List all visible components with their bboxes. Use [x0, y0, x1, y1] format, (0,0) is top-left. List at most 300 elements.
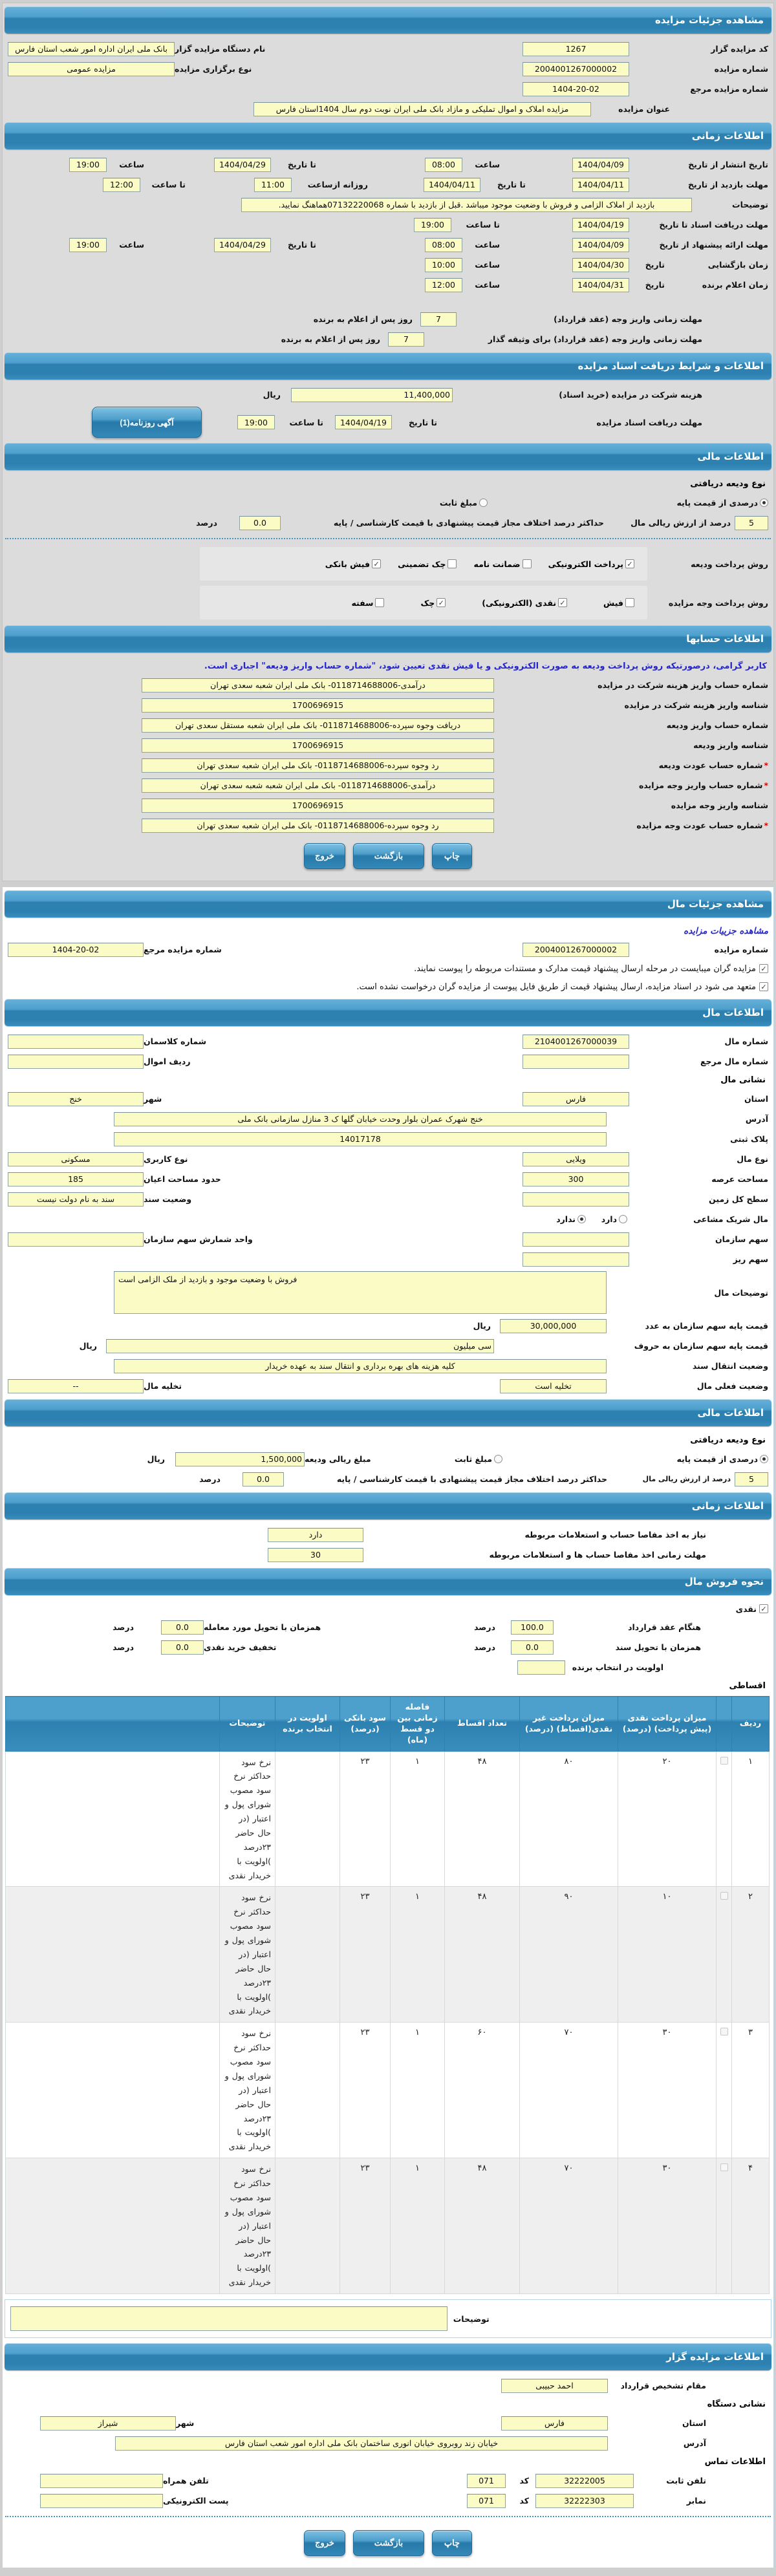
cell-select: [717, 1751, 732, 1887]
account-row: [3, 735, 773, 755]
auction-type-field[interactable]: مزایده عمومی: [8, 62, 175, 76]
account-row: [3, 755, 773, 775]
section-header-accounts-info: [5, 625, 771, 652]
option-slip: [603, 598, 634, 608]
docs-deadline-date-field[interactable]: 1404/04/19: [572, 218, 629, 232]
asset-province-row: [3, 1089, 773, 1109]
cell-cash: ۲۰: [618, 1751, 717, 1887]
offer-to-date-field[interactable]: 1404/04/29: [214, 238, 271, 252]
total-land-field[interactable]: [523, 1192, 629, 1207]
auction-ref-field[interactable]: 1404-20-02: [8, 943, 144, 957]
area-code-label: کد: [519, 2496, 529, 2506]
area-code-label: کد: [519, 2476, 529, 2485]
auction-details-link-row: [3, 923, 773, 939]
percent-of-value-label: درصد از ارزش ریالی مال: [642, 1475, 731, 1483]
cash-electronic-checkbox[interactable]: [558, 598, 567, 607]
cell-interest: ۲۳: [340, 1887, 391, 2023]
asset-auction-number-row: [3, 939, 773, 960]
hour-label: ساعت: [475, 260, 500, 270]
payment-deadline-field[interactable]: 7: [420, 312, 457, 327]
option-label: ضمانت نامه: [473, 559, 521, 569]
percent-label: درصد: [196, 518, 217, 528]
account-row: [3, 775, 773, 795]
account-field[interactable]: درآمدی-0118714688006- بانک ملی ایران شعبه سعدی تهران: [142, 678, 494, 692]
to-date-label: تا تاریخ: [287, 240, 316, 250]
province-label: استان: [682, 2418, 706, 2428]
account-field[interactable]: 1700696915: [142, 799, 494, 813]
classification-field[interactable]: [8, 1035, 144, 1049]
sub-share-field[interactable]: [523, 1252, 629, 1267]
deed-transfer-label: وضعیت انتقال سند: [692, 1361, 768, 1371]
bank-slip-checkbox[interactable]: [372, 559, 381, 568]
cell-cash: ۱۰: [618, 1887, 717, 2023]
percent-of-base-radio[interactable]: [760, 1455, 768, 1463]
percent-of-base-radio[interactable]: [760, 499, 768, 507]
panel2-actions: [3, 2522, 773, 2560]
email-field[interactable]: [40, 2494, 163, 2508]
col-cash-percent: میزان پرداخت نقدی (پیش پرداخت) (درصد): [618, 1697, 717, 1752]
section-title: اطلاعات زمانی: [691, 1500, 764, 1512]
at-contract-label: هنگام عقد قرارداد: [628, 1622, 701, 1632]
visit-from-label: مهلت بازدید از تاریخ: [687, 180, 768, 189]
notes-field[interactable]: [10, 2306, 447, 2331]
cell-interval: ۱: [391, 1887, 445, 2023]
account-field[interactable]: درآمدی-0118714688006- بانک ملی ایران شعبه شعبه سعدی تهران: [142, 778, 494, 793]
org-share-row: [3, 1229, 773, 1249]
cell-interest: ۲۳: [340, 2023, 391, 2158]
notes-label: توضیحات: [453, 2313, 490, 2324]
guarantor-payment-deadline-field[interactable]: 7: [388, 332, 424, 347]
clearance-deadline-field[interactable]: 30: [268, 1548, 363, 1562]
deposit-amount-label: مبلغ ریالی ودیعه: [305, 1454, 371, 1464]
org-share-field[interactable]: [523, 1232, 629, 1247]
option-label: سفته: [351, 597, 374, 608]
docs-deadline-time-field[interactable]: 19:00: [414, 218, 451, 232]
account-label: شماره حساب واریز هزینه شرکت در مزایده: [598, 680, 768, 690]
publish-to-date-field[interactable]: 1404/04/29: [214, 158, 271, 172]
cash-discount-field[interactable]: 0.0: [161, 1640, 204, 1655]
max-diff-field[interactable]: 0.0: [239, 516, 281, 530]
deposit-payment-method-group: [200, 547, 647, 581]
auction-title-row: [3, 99, 675, 119]
asset-number-field[interactable]: 2104001267000039: [523, 1035, 629, 1049]
asset-row-field[interactable]: [8, 1055, 144, 1069]
contract-officer-field[interactable]: احمد حبیبی: [501, 2379, 608, 2393]
to-date-label: تا تاریخ: [497, 180, 526, 189]
percent-of-value-label: درصد از ارزش ریالی مال: [630, 518, 731, 528]
land-area-row: [3, 1169, 773, 1189]
auction-ref-row: [3, 79, 773, 99]
building-area-label: حدود مساحت اعیان: [144, 1174, 221, 1184]
to-date-label: تا تاریخ: [287, 160, 316, 169]
cash-sale-checkbox[interactable]: [759, 1604, 768, 1613]
current-status-label: وضعیت فعلی مال: [696, 1381, 768, 1391]
clearance-deadline-label: مهلت زمانی اخذ مفاصا حساب ها و استعلامات مربوطه: [489, 1550, 706, 1560]
option-certified-check: [398, 559, 457, 569]
newspaper-ad-button[interactable]: آگهی روزنامه(1): [92, 407, 202, 438]
phone-row: [3, 2471, 711, 2491]
at-deed-delivery-field[interactable]: 0.0: [511, 1640, 554, 1655]
max-diff-label: حداکثر درصد اختلاف مجاز قیمت پیشنهادی با قیمت کارشناسی / پایه: [333, 518, 604, 528]
org-province-field[interactable]: فارس: [501, 2416, 608, 2431]
fixed-amount-label: مبلغ ثابت: [454, 1454, 492, 1464]
cell-interest: ۲۳: [340, 2158, 391, 2294]
current-status-field[interactable]: تخلیه است: [500, 1379, 607, 1393]
cell-select: [717, 2023, 732, 2158]
guarantor-payment-deadline-label: مهلت زمانی واریز وجه (عقد قرارداد) برای وثیقه گذار: [488, 334, 702, 344]
base-price-words-row: [3, 1336, 773, 1356]
winner-priority-field[interactable]: [517, 1660, 565, 1675]
fax-field[interactable]: 32222303: [535, 2494, 634, 2508]
deposit-percent-field[interactable]: 5: [735, 516, 768, 530]
auction-number-field[interactable]: 2004001267000002: [523, 62, 629, 76]
address-field[interactable]: خنج شهرک عمران بلوار وحدت خیابان گلها ک 3 منازل سازمانی بانک ملی: [114, 1112, 607, 1126]
percent-label: درصد: [199, 1474, 221, 1484]
section-title: اطلاعات حسابها: [686, 633, 764, 645]
asset-number-row: [3, 1031, 773, 1051]
option-electronic-payment: [548, 559, 634, 569]
asset-details-panel: [2, 886, 774, 2568]
section-title: مشاهده جزئیات مال: [667, 898, 764, 910]
deposit-percent-field[interactable]: 5: [735, 1472, 768, 1487]
cell-count: ۴۸: [445, 1751, 520, 1887]
org-address-row: [3, 2433, 711, 2453]
no-partner-radio[interactable]: [577, 1215, 586, 1223]
cell-installment: ۷۰: [520, 2158, 618, 2294]
email-label: پست الکترونیکی: [163, 2496, 229, 2506]
asset-type-row: [3, 1149, 773, 1169]
visit-period-row: [3, 175, 773, 195]
deed-transfer-field[interactable]: کلیه هزینه های بهره برداری و انتقال سند به عهده خریدار: [114, 1359, 607, 1373]
auction-number-field[interactable]: 2004001267000002: [523, 943, 629, 957]
publish-from-time-field[interactable]: 08:00: [425, 158, 462, 172]
winner-announce-time-field[interactable]: 12:00: [425, 278, 462, 292]
fixed-amount-radio[interactable]: [479, 499, 488, 507]
address-label: آدرس: [683, 2438, 706, 2448]
classification-label: شماره کلاسمان: [144, 1036, 207, 1046]
deposit-type-options-row: [3, 493, 773, 513]
share-unit-label: واحد شمارش سهم سازمان: [144, 1234, 253, 1244]
no-file-request-text: متعهد می شود در اسناد مزایده، ارسال پیشنهاد قیمت از طریق فایل پیوست از مزایده گران درخواست نشده است.: [356, 982, 756, 992]
winner-priority-label: اولویت در انتخاب برنده: [572, 1662, 663, 1672]
hour-label: ساعت: [475, 240, 500, 250]
clearance-needed-row: [3, 1525, 711, 1545]
asset-notes-field[interactable]: فروش با وضعیت موجود و بازدید از ملک الزامی است: [114, 1271, 607, 1314]
option-label: چک: [420, 597, 435, 608]
installment-row: [6, 2158, 770, 2294]
percent-label: درصد: [113, 1642, 134, 1652]
col-installment-count: تعداد اقساط: [445, 1697, 520, 1752]
asset-address-subheading: نشانی مال: [720, 1075, 766, 1085]
cell-select: [717, 2158, 732, 2294]
auction-details-panel: [2, 3, 774, 881]
deed-status-label: وضعیت سند: [144, 1194, 192, 1204]
guarantee-letter-checkbox[interactable]: [523, 559, 532, 568]
offer-from-time-field[interactable]: 08:00: [425, 238, 462, 252]
mobile-label: تلفن همراه: [163, 2476, 209, 2485]
section-header-asset-financial: [5, 1399, 771, 1426]
cell-interval: ۱: [391, 1751, 445, 1887]
province-label: استان: [744, 1094, 768, 1104]
deposit-amount-field[interactable]: 1,500,000: [175, 1452, 305, 1466]
hour-label: ساعت: [475, 280, 500, 290]
no-file-request-checkbox[interactable]: [759, 982, 768, 991]
cell-installment: ۹۰: [520, 1887, 618, 2023]
cell-idx: ۴: [732, 2158, 770, 2294]
auction-payment-method-group: [200, 586, 647, 619]
visit-from-date-field[interactable]: 1404/04/11: [572, 178, 629, 192]
province-field[interactable]: فارس: [523, 1092, 629, 1106]
org-share-label: سهم سازمان: [715, 1234, 768, 1244]
clearance-needed-field[interactable]: دارد: [268, 1528, 363, 1542]
visit-to-date-field[interactable]: 1404/04/11: [424, 178, 480, 192]
auction-ref-label: شماره مزایده مرجع: [144, 945, 222, 954]
deed-status-field[interactable]: سند به نام دولت نیست: [8, 1192, 144, 1207]
row-select-checkbox[interactable]: [720, 2163, 728, 2171]
fax-code-field[interactable]: 071: [467, 2494, 506, 2508]
org-city-field[interactable]: شیراز: [40, 2416, 176, 2431]
registration-plate-field[interactable]: 14017178: [114, 1132, 607, 1146]
to-hour-label: تا ساعت: [289, 417, 323, 427]
section-title: اطلاعات زمانی: [691, 130, 764, 142]
col-filler: [6, 1697, 220, 1752]
mobile-field[interactable]: [40, 2474, 163, 2488]
vacancy-field[interactable]: --: [8, 1379, 144, 1393]
attachment-required-checkbox[interactable]: [759, 964, 768, 973]
area-code-field[interactable]: 071: [467, 2474, 506, 2488]
participation-cost-row: [3, 385, 707, 405]
max-diff-field[interactable]: 0.0: [242, 1472, 284, 1487]
docs-receive-deadline-date-field[interactable]: 1404/04/19: [335, 415, 392, 429]
deposit-type-label: نوع ودیعه دریافتی: [690, 479, 766, 489]
opening-date-field[interactable]: 1404/04/30: [572, 258, 629, 272]
address-label: آدرس: [745, 1114, 768, 1124]
account-field[interactable]: رد وجوه سپرده-0118714688006- بانک ملی ایران شعبه سعدی تهران: [142, 819, 494, 833]
asset-type-field[interactable]: ویلایی: [523, 1152, 629, 1166]
auction-payment-method-row: [3, 583, 773, 622]
percent-label: درصد: [474, 1642, 495, 1652]
city-label: شهر: [176, 2418, 195, 2428]
panel1-actions: [3, 835, 773, 873]
offer-from-label: مهلت ارائه پیشنهاد از تاریخ: [659, 240, 768, 250]
col-interest: سود بانکی (درصد): [340, 1697, 391, 1752]
share-unit-field[interactable]: [8, 1232, 144, 1247]
percent-label: درصد: [113, 1622, 134, 1632]
percent-of-base-label: درصدی از قیمت پایه: [676, 498, 758, 508]
account-row: [3, 815, 773, 835]
section-title: اطلاعات و شرایط دریافت اسناد مزایده: [577, 360, 764, 372]
asset-ref-field[interactable]: [523, 1055, 629, 1069]
deposit-type-label: نوع ودیعه دریافتی: [690, 1435, 766, 1445]
base-price-number-row: [3, 1316, 773, 1336]
view-auction-details-link[interactable]: مشاهده جزییات مزایده: [684, 926, 768, 936]
account-label: شماره حساب واریز ودیعه: [666, 720, 768, 730]
at-delivery-label: همزمان با تحویل مورد معامله: [204, 1622, 321, 1632]
payment-deadline-label: مهلت زمانی واریز وجه (عقد قرارداد): [554, 314, 702, 324]
cell-cash: ۳۰: [618, 2158, 717, 2294]
time-notes-field[interactable]: بازدید از املاک الزامی و فروش با وضعیت موجود میباشد .قبل از بازدید با شماره 07132220068هماهنگ نمایید.: [241, 198, 692, 212]
current-status-row: [3, 1376, 773, 1396]
contract-officer-row: [3, 2376, 711, 2396]
visit-to-time-field[interactable]: 12:00: [103, 178, 140, 192]
usage-type-label: نوع کاربری: [144, 1154, 188, 1164]
account-row: [3, 795, 773, 815]
print-button[interactable]: چاپ: [432, 2530, 472, 2556]
visit-from-time-field[interactable]: 11:00: [254, 178, 292, 192]
account-field[interactable]: رد وجوه سپرده-0118714688006- بانک ملی ایران شعبه سعدی تهران: [142, 758, 494, 773]
contract-officer-label: مقام تشخیص قرارداد: [620, 2381, 706, 2390]
at-contract-field[interactable]: 100.0: [511, 1620, 554, 1635]
cell-select: [717, 1887, 732, 2023]
payment-deadline-row: [3, 309, 707, 329]
base-price-number-field[interactable]: 30,000,000: [500, 1319, 607, 1333]
offer-to-time-field[interactable]: 19:00: [69, 238, 107, 252]
account-field[interactable]: دریافت وجوه سپرده-0118714688006- بانک ملی ایران شعبه مستقل سعدی تهران: [142, 718, 494, 733]
attachment-required-row: [3, 960, 773, 978]
asset-type-label: نوع مال: [737, 1154, 768, 1164]
asset-row-label: ردیف اموال: [144, 1057, 191, 1066]
option-label: فیش: [603, 597, 623, 608]
exit-button[interactable]: خروج: [304, 2530, 345, 2556]
city-label: شهر: [144, 1094, 162, 1104]
cell-notes: نرخ سود حداکثر نرخ سود مصوب شورای پول و اعتبار (در حال حاضر ۲۳درصد )اولویت با خریدار نقدی: [220, 1751, 275, 1887]
offer-from-date-field[interactable]: 1404/04/09: [572, 238, 629, 252]
org-address-field[interactable]: خیابان زند روبروی خیابان انوری ساختمان بانک ملی اداره امور شعب استان فارس: [115, 2436, 608, 2451]
attachment-required-text: مزایده گران میبایست در مرحله ارسال پیشنهاد قیمت مدارک و مستندات مربوطه را پیوست نمایند.: [414, 963, 756, 974]
land-area-field[interactable]: 300: [523, 1172, 629, 1186]
max-diff-label: حداکثر درصد اختلاف مجاز قیمت پیشنهادی با قیمت کارشناسی / پایه: [336, 1474, 607, 1484]
has-partner-radio[interactable]: [619, 1215, 627, 1223]
phone-field[interactable]: 32222005: [535, 2474, 634, 2488]
print-button[interactable]: چاپ: [432, 843, 472, 869]
col-notes: توضیحات: [220, 1697, 275, 1752]
at-deed-delivery-label: همزمان با تحویل سند: [615, 1642, 701, 1652]
installment-row: [6, 1887, 770, 2023]
account-label-required: * شماره حساب عودت ودیعه: [494, 760, 768, 770]
cell-installment: ۷۰: [520, 2023, 618, 2158]
winner-announce-date-field[interactable]: 1404/04/31: [572, 278, 629, 292]
days-after-winner-label: روز پس از اعلام به برنده: [281, 334, 380, 344]
account-field[interactable]: 1700696915: [142, 738, 494, 753]
no-partner-label: ندارد: [556, 1214, 576, 1224]
org-name-label: نام دستگاه مزایده گزار: [175, 44, 266, 54]
land-area-label: مساحت عرصه: [711, 1174, 768, 1184]
section-title: نحوه فروش مال: [684, 1576, 764, 1587]
contact-subheading: اطلاعات تماس: [704, 2457, 766, 2467]
option-guarantee-letter: [473, 559, 531, 569]
row-select-checkbox[interactable]: [720, 2028, 728, 2035]
asset-number-label: شماره مال: [724, 1036, 768, 1046]
account-label-required: * شماره حساب عودت وجه مزایده: [494, 821, 768, 830]
cell-notes: نرخ سود حداکثر نرخ سود مصوب شورای پول و اعتبار (در حال حاضر ۲۳درصد )اولویت با خریدار نقدی: [220, 1887, 275, 2023]
auction-ref-field[interactable]: 1404-20-02: [523, 82, 629, 96]
col-priority: اولویت در انتخاب برنده: [275, 1697, 340, 1752]
installments-header-row: [6, 1697, 770, 1752]
exit-button[interactable]: خروج: [304, 843, 345, 869]
cell-priority: [275, 2158, 340, 2294]
option-promissory-note: [351, 598, 384, 608]
promissory-note-checkbox[interactable]: [375, 598, 384, 607]
rial-label: ریال: [79, 1341, 97, 1351]
cell-priority: [275, 2023, 340, 2158]
asset-deposit-options-row: [3, 1449, 773, 1469]
cell-interest: ۲۳: [340, 1751, 391, 1887]
percent-label: درصد: [474, 1622, 495, 1632]
auction-title-label: عنوان مزایده: [618, 104, 670, 114]
check-checkbox[interactable]: [436, 598, 446, 607]
publish-from-date-field[interactable]: 1404/04/09: [572, 158, 629, 172]
no-file-request-row: [3, 978, 773, 996]
at-delivery-field[interactable]: 0.0: [161, 1620, 204, 1635]
docs-receive-deadline-time-field[interactable]: 19:00: [237, 415, 275, 429]
deposit-payment-method-label: روش پرداخت ودیعه: [691, 559, 768, 569]
building-area-field[interactable]: 185: [8, 1172, 144, 1186]
participation-cost-field[interactable]: 11,400,000: [291, 388, 453, 402]
cell-count: ۴۸: [445, 1887, 520, 2023]
city-field[interactable]: خنج: [8, 1092, 144, 1106]
auction-code-field[interactable]: 1267: [523, 42, 629, 56]
base-price-words-field[interactable]: سی میلیون: [106, 1339, 494, 1353]
back-button[interactable]: بازگشت: [353, 2530, 424, 2556]
installment-row: [6, 1751, 770, 1887]
asset-notes-label: توضیحات مال: [714, 1287, 768, 1298]
to-date-label: تا تاریخ: [408, 417, 437, 427]
cell-idx: ۱: [732, 1751, 770, 1887]
opening-time-row: [3, 255, 773, 275]
account-label: شناسه واریز هزینه شرکت در مزایده: [624, 700, 768, 710]
notes-box: [5, 2299, 771, 2338]
divider: [5, 2516, 771, 2517]
has-partner-label: دارد: [601, 1214, 617, 1224]
cell-filler: [6, 2023, 220, 2158]
row-select-checkbox[interactable]: [720, 1757, 728, 1765]
cell-filler: [6, 1887, 220, 2023]
row-select-checkbox[interactable]: [720, 1892, 728, 1900]
divider: [5, 538, 771, 539]
daily-from-hour-label: روزانه ازساعت: [307, 180, 368, 189]
account-label-required: * شماره حساب واریز وجه مزایده: [494, 780, 768, 790]
usage-type-field[interactable]: مسکونی: [8, 1152, 144, 1166]
section-header-financial-info: [5, 443, 771, 470]
cell-notes: نرخ سود حداکثر نرخ سود مصوب شورای پول و اعتبار (در حال حاضر ۲۳درصد )اولویت با خریدار نقدی: [220, 2023, 275, 2158]
cell-cash: ۳۰: [618, 2023, 717, 2158]
auction-payment-method-label: روش پرداخت وجه مزایده: [668, 597, 768, 608]
asset-notes-row: [3, 1269, 773, 1316]
auction-title-field[interactable]: مزایده املاک و اموال تملیکی و مازاد بانک ملی ایران نوبت دوم سال 1404استان فارس: [253, 102, 591, 116]
to-hour-label: تا ساعت: [466, 220, 500, 230]
base-price-number-label: قیمت پایه سهم سازمان به عدد: [645, 1321, 768, 1331]
col-select: [717, 1697, 732, 1752]
asset-deposit-percent-row: [3, 1469, 773, 1489]
electronic-payment-checkbox[interactable]: [625, 559, 634, 568]
auction-number-label: شماره مزایده: [714, 64, 768, 74]
slip-checkbox[interactable]: [625, 598, 634, 607]
cell-notes: نرخ سود حداکثر نرخ سود مصوب شورای پول و اعتبار (در حال حاضر ۲۳درصد )اولویت با خریدار نقدی: [220, 2158, 275, 2294]
accounts-notice: کاربر گرامی، درصورتیکه روش پرداخت ودیعه به صورت الکترونیکی و یا فیش نقدی تعیین شود، "شماره حساب واریز ودیعه" اجباری است.: [204, 661, 767, 671]
publish-to-time-field[interactable]: 19:00: [69, 158, 107, 172]
certified-check-checkbox[interactable]: [447, 559, 457, 568]
section-title: مشاهده جزئیات مزایده: [654, 14, 764, 26]
back-button[interactable]: بازگشت: [353, 843, 424, 869]
opening-time-field[interactable]: 10:00: [425, 258, 462, 272]
account-field[interactable]: 1700696915: [142, 698, 494, 713]
org-name-field[interactable]: بانک ملی ایران اداره امور شعب استان فارس: [8, 42, 175, 56]
date-label: تاریخ: [645, 260, 665, 270]
section-header-asset-details: [5, 890, 771, 918]
installment-row: [6, 2023, 770, 2158]
fixed-amount-radio[interactable]: [494, 1455, 502, 1463]
account-label: شناسه واریز ودیعه: [693, 740, 768, 750]
